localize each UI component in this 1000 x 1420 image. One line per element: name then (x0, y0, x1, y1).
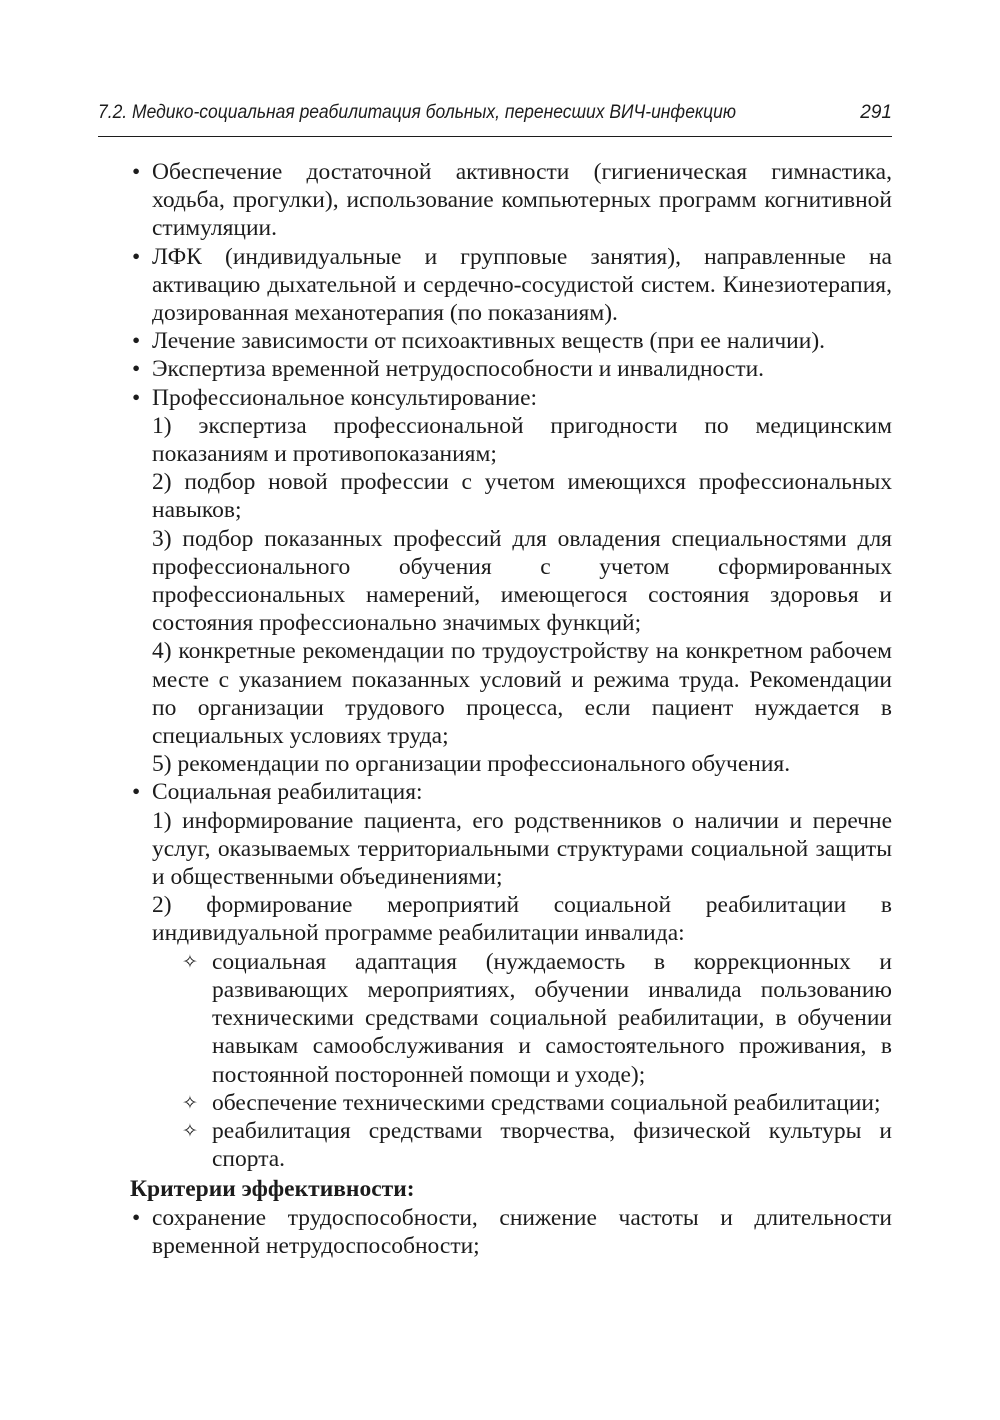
numbered-subitem: 3) подбор показанных профессий для овладения специальностями для профессионального обучения с учетом сформированных профессиональных намерений, имеющегося состояния здоровья и состояния профессионально значимых функций; (152, 525, 892, 637)
list-item-text: Экспертиза временной нетрудоспособности и инвалидности. (152, 356, 765, 383)
diamond-list-item (130, 948, 892, 1089)
numbered-subitem: 2) формирование мероприятий социальной реабилитации в индивидуальной программе реабилитации инвалида: (152, 892, 892, 947)
list-item (130, 327, 892, 355)
chapter-title: 7.2. Медико-социальная реабилитация больных, перенесших ВИЧ-инфекцию (98, 102, 737, 123)
diamond-list-item-text: реабилитация средствами творчества, физической культуры и спорта. (212, 1117, 892, 1173)
list-item-text: Обеспечение достаточной активности (гигиеническая гимнастика, ходьба, прогулки), использование компьютерных программ когнитивной стимуляции. (152, 159, 892, 242)
bullet-marker: • (132, 779, 141, 806)
bullet-marker: • (132, 356, 141, 383)
list-item (130, 1204, 892, 1260)
bullet-marker: • (132, 159, 141, 185)
criteria-heading: Критерии эффективности: (130, 1176, 415, 1203)
numbered-subitem: 5) рекомендации по организации профессионального обучения. (152, 751, 791, 778)
list-item (130, 778, 892, 806)
diamond-bullet-icon: ✧ (182, 1091, 198, 1114)
diamond-bullet-icon: ✧ (182, 1119, 198, 1142)
list-item-text: Профессиональное консультирование: (152, 384, 538, 411)
header-rule (98, 136, 892, 137)
list-item-text: Лечение зависимости от психоактивных веществ (при ее наличии). (152, 328, 826, 355)
numbered-subitem: 2) подбор новой профессии с учетом имеющихся профессиональных навыков; (152, 469, 892, 524)
list-item (130, 158, 892, 243)
bullet-marker: • (132, 384, 141, 411)
bullet-marker: • (132, 243, 141, 270)
page-number: 291 (860, 102, 892, 123)
diamond-list-item (130, 1117, 892, 1173)
list-item-text: Социальная реабилитация: (152, 779, 423, 806)
diamond-list-item (130, 1089, 892, 1117)
list-item (130, 384, 892, 412)
numbered-subitem: 1) экспертиза профессиональной пригодности по медицинским показаниям и противопоказаниям; (152, 412, 892, 468)
diamond-list-item-text: обеспечение техническими средствами социальной реабилитации; (212, 1089, 881, 1116)
diamond-bullet-icon: ✧ (182, 950, 198, 973)
running-head (98, 98, 828, 132)
list-item-text: сохранение трудоспособности, снижение частоты и длительности временной нетрудоспособности; (152, 1204, 892, 1259)
list-item-text: ЛФК (индивидуальные и групповые занятия), направленные на активацию дыхательной и сердечно-сосудистой систем. Кинезиотерапия, дозированная механотерапия (по показаниям). (152, 243, 892, 327)
page-body (130, 158, 892, 1260)
list-item (130, 243, 892, 328)
bullet-marker: • (132, 328, 141, 355)
diamond-list-item-text: социальная адаптация (нуждаемость в коррекционных и развивающих мероприятиях, обучении инвалида пользованию техническими средствами социальной реабилитации, в обучении навыкам самообслуживания и самостоятельного проживания, в постоянной посторонней помощи и уходе); (212, 948, 892, 1088)
bullet-marker: • (132, 1204, 141, 1231)
numbered-subitem: 4) конкретные рекомендации по трудоустройству на конкретном рабочем месте с указанием показанных условий и режима труда. Рекомендации по организации трудового процесса, если пациент нуждается в специальных условиях труда; (152, 638, 892, 750)
list-item (130, 355, 892, 383)
numbered-subitem: 1) информирование пациента, его родственников о наличии и перечне услуг, оказываемых территориальными структурами социальной защиты и общественными объединениями; (152, 807, 892, 891)
